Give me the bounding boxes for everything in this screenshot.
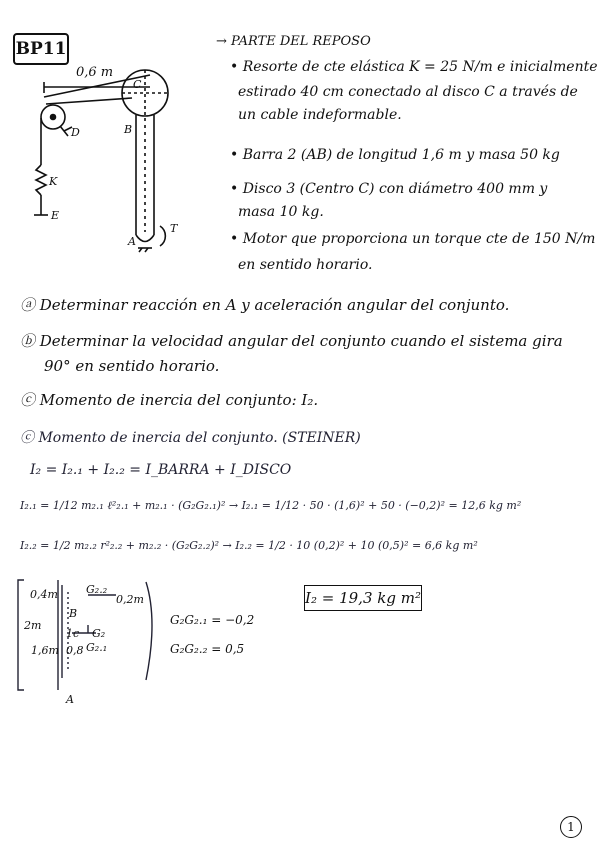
sketch-dim-1: 0,4m xyxy=(30,588,58,601)
solution-line-2: I₂.₁ = 1/12 m₂.₁ ℓ²₂.₁ + m₂.₁ · (G₂G₂.₁)² → I₂.₁ = 1/12 · 50 · (1,6)² + 50 · (−0,2)² = 12,6 kg m² xyxy=(20,499,522,512)
solution-line-3: I₂.₂ = 1/2 m₂.₂ r²₂.₂ + m₂.₂ · (G₂G₂.₂)² → I₂.₂ = 1/2 · 10 (0,2)² + 10 (0,5)² = 6,6 kg m² xyxy=(20,539,478,552)
label-a: A xyxy=(128,235,136,248)
result-box: I₂ = 19,3 kg m² xyxy=(304,585,422,611)
sketch-dim-4: 1,6m xyxy=(31,644,59,657)
given-line-3: un cable indeformable. xyxy=(238,107,402,123)
sketch-g22: G₂.₂ xyxy=(86,583,108,596)
sketch-g21: G₂.₁ xyxy=(86,641,108,654)
given-line-7: • Motor que proporciona un torque cte de 150 N/m xyxy=(230,231,596,247)
given-line-1: • Resorte de cte elástica K = 25 N/m e inicialmente xyxy=(230,59,598,75)
label-k: K xyxy=(49,175,58,188)
question-b: ⓑ Determinar la velocidad angular del conjunto cuando el sistema gira xyxy=(20,332,563,350)
sketch-dim-2: 0,2m xyxy=(116,593,144,606)
sketch-dim-3: 2m xyxy=(24,619,42,632)
solution-line-1: I₂ = I₂.₁ + I₂.₂ = I_BARRA + I_DISCO xyxy=(30,462,292,478)
sketch-v2: 0,8 xyxy=(66,644,84,657)
label-c: C xyxy=(133,78,142,91)
dim-top: 0,6 m xyxy=(76,65,114,80)
sketch-g2: G₂ xyxy=(92,627,106,640)
gg-1: G₂G₂.₁ = −0,2 xyxy=(170,613,255,627)
sketch-a: A xyxy=(66,693,74,706)
label-b: B xyxy=(124,123,133,136)
label-t: T xyxy=(170,222,178,235)
question-c: ⓒ Momento de inercia del conjunto: I₂. xyxy=(20,391,319,409)
page-number: 1 xyxy=(560,816,582,838)
given-line-8: en sentido horario. xyxy=(238,257,373,273)
question-b-cont: 90° en sentido horario. xyxy=(44,357,220,375)
solution-heading: ⓒ Momento de inercia del conjunto. (STEINER) xyxy=(20,430,361,446)
section-title: → PARTE DEL REPOSO xyxy=(216,34,371,49)
problem-tag: BP11 xyxy=(13,33,69,65)
label-e: E xyxy=(51,209,60,222)
label-d: D xyxy=(71,126,80,139)
given-line-4: • Barra 2 (AB) de longitud 1,6 m y masa 50 kg xyxy=(230,147,560,163)
question-a: ⓐ Determinar reacción en A y aceleración angular del conjunto. xyxy=(20,296,510,314)
given-line-5: • Disco 3 (Centro C) con diámetro 400 mm y xyxy=(230,181,548,197)
given-line-2: estirado 40 cm conectado al disco C a través de xyxy=(238,84,578,100)
sketch-b: B xyxy=(69,607,78,620)
sketch-v1: 1c xyxy=(66,627,80,640)
given-line-6: masa 10 kg. xyxy=(238,204,324,220)
gg-2: G₂G₂.₂ = 0,5 xyxy=(170,642,245,656)
